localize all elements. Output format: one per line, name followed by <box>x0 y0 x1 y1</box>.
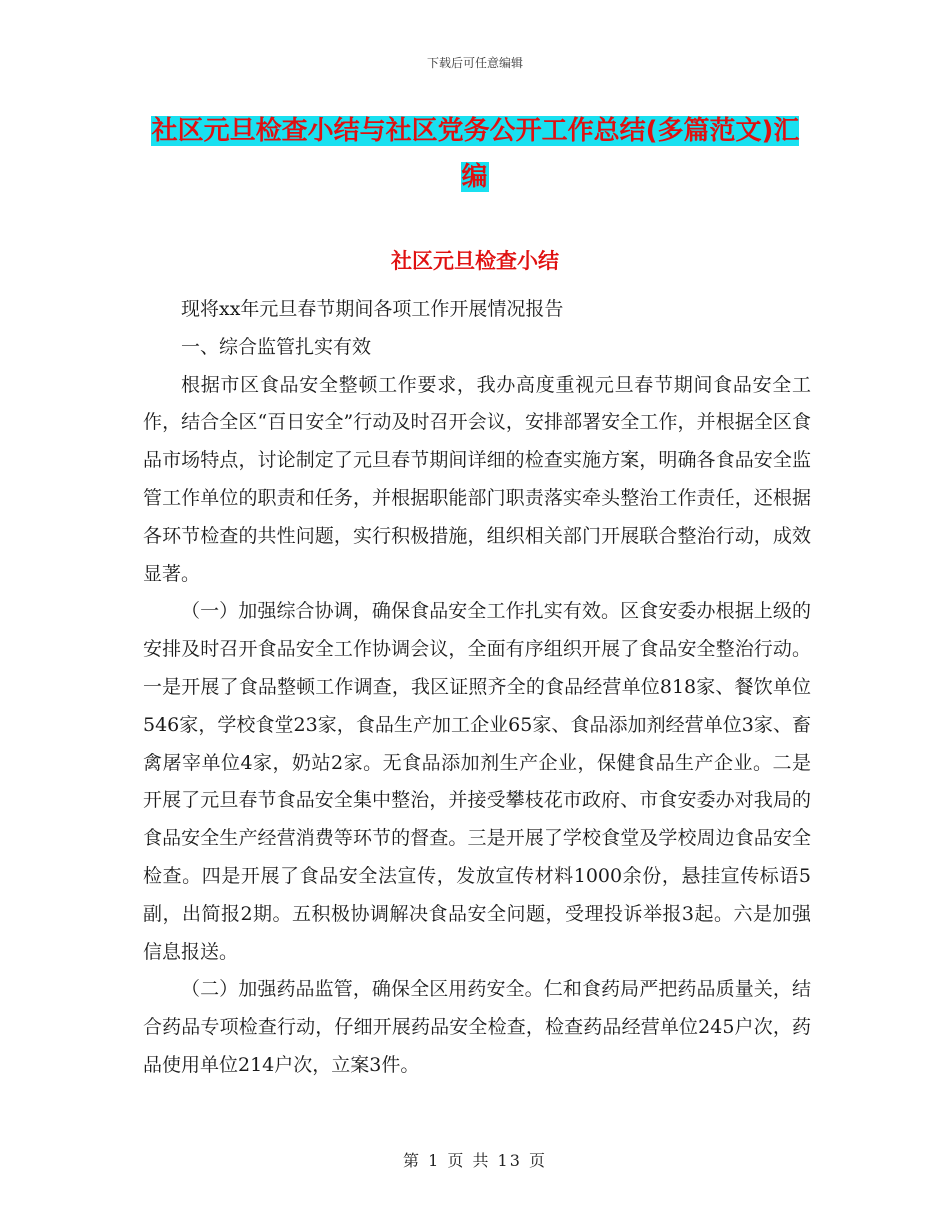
document-body <box>143 291 811 1085</box>
paragraph-intro: 现将xx年元旦春节期间各项工作开展情况报告 <box>181 298 564 320</box>
paragraph-section-1: （一）加强综合协调，确保食品安全工作扎实有效。区食安委办根据上级的安排及时召开食品安全工作协调会议，全面有序组织开展了食品安全整治行动。一是开展了食品整顿工作调查，我区证照齐全的食品经营单位818家、餐饮单位546家，学校食堂23家，食品生产加工企业65家、食品添加剂经营单位3家、畜禽屠宰单位4家，奶站2家。无食品添加剂生产企业，保健食品生产企业。二是开展了元旦春节食品安全集中整治，并接受攀枝花市政府、市食安委办对我局的食品安全生产经营消费等环节的督查。三是开展了学校食堂及学校周边食品安全检查。四是开展了食品安全法宣传，发放宣传材料1000余份，悬挂宣传标语5副，出简报2期。五积极协调解决食品安全问题，受理投诉举报3起。六是加强信息报送。 <box>143 600 811 963</box>
page-number: 第 1 页 共 13 页 <box>403 1151 547 1170</box>
paragraph-section-2: （二）加强药品监管，确保全区用药安全。仁和食药局严把药品质量关，结合药品专项检查行动，仔细开展药品安全检查，检查药品经营单位245户次，药品使用单位214户次，立案3件。 <box>143 978 811 1076</box>
document-title <box>140 108 810 200</box>
document-title-text: 社区元旦检查小结与社区党务公开工作总结(多篇范文)汇编 <box>151 116 800 192</box>
section-title: 社区元旦检查小结 <box>391 249 559 273</box>
paragraph-heading-1: 一、综合监管扎实有效 <box>181 335 372 358</box>
page-header-note: 下载后可任意编辑 <box>426 56 523 70</box>
paragraph-overview: 根据市区食品安全整顿工作要求，我办高度重视元旦春节期间食品安全工作，结合全区“百日安全”行动及时召开会议，安排部署安全工作，并根据全区食品市场特点，讨论制定了元旦春节期间详细的检查实施方案，明确各食品安全监管工作单位的职责和任务，并根据职能部门职责落实牵头整治工作责任，还根据各环节检查的共性问题，实行积极措施，组织相关部门开展联合整治行动，成效显著。 <box>143 373 811 585</box>
